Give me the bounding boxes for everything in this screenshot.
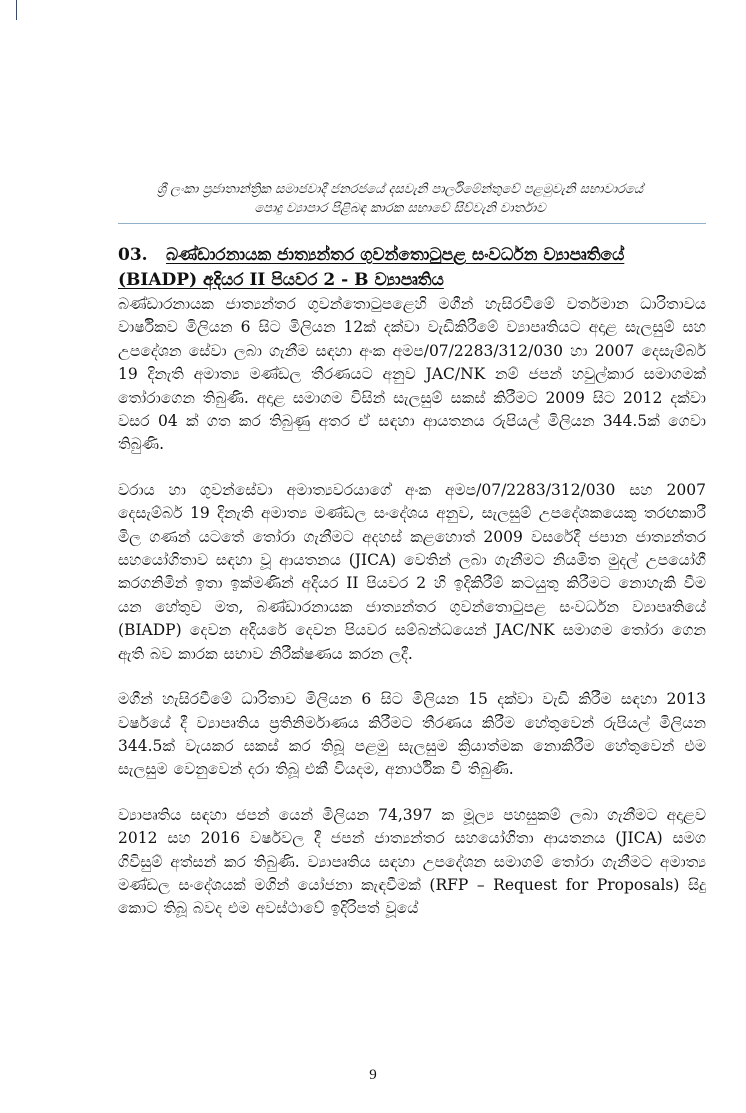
page-number: 9 xyxy=(369,1067,377,1083)
paragraph-1: බණ්ඩාරනායක ජාත්‍යන්තර ගුවන්තොටුපළෙහි මගීන් හැසිරවීමේ වර්තමාන ධාරිතාවය වාර්ෂිකව මිලියන 6 සිට මිලියන 12ක් දක්වා වැඩිකිරීමේ ව්‍යාපෘතියට අදාළ සැලසුම් සහ උපදේශන සේවා ලබා ගැනීම සඳහා අංක අමප/07/2283/312/030 හා 2007 දෙසැම්බර් 19 දිනැති අමාත්‍ය මණ්ඩල තීරණයට අනුව JAC/NK නම් ජපන් හවුල්කාර සමාගමක් තෝරාගෙන තිබුණි. අදාළ සමාගම විසින් සැලසුම් සකස් කිරීමට 2009 සිට 2012 දක්වා වසර 04 ක් ගත කර තිබුණු අතර ඒ සඳහා ආයතනය රුපියල් මිලියන 344.5ක් ගෙවා තිබුණි. xyxy=(118,295,706,454)
section-title: බණ්ඩාරනායක ජාත්‍යන්තර ගුවන්තොටුපළ සංවර්ධන ව්‍යාපෘතියේ (BIADP) අදියර II පියවර 2 - B ව්‍යාපෘතිය xyxy=(118,245,625,290)
paragraph-spacer xyxy=(118,666,706,688)
paragraph-3: මගීන් හැසිරවීමේ ධාරිතාව මිලියන 6 සිට මිලියන 15 දක්වා වැඩි කිරීම සඳහා 2013 වර්ෂයේ දී ව්‍යාපෘතිය ප්‍රතිනිර්මාණය කිරීමට තීරණය කිරීම හේතුවෙන් රුපියල් මිලියන 344.5ක් වැයකර සකස් කර තිබූ පළමු සැලසුම ක්‍රියාත්මක නොකිරීම හේතුවෙන් එම සැලසුම වෙනුවෙන් දරා තිබූ එකී වියදම, අනාර්ථික වී තිබුණි. xyxy=(118,690,706,779)
document-body xyxy=(118,243,706,921)
running-header xyxy=(100,180,700,218)
running-header-line-1: ශ්‍රී ලංකා ප්‍රජාතාන්ත්‍රික සමාජවාදී ජනරජයේ දසවැනි පාර්ලිමේන්තුවේ පළමුවැනි සභාවාරයේ xyxy=(156,182,644,197)
section-number: 03. xyxy=(118,245,148,265)
paragraph-4: ව්‍යාපෘතිය සඳහා ජපන් යෙන් මිලියන 74,397 ක මූල්‍ය පහසුකම් ලබා ගැනීමට අදාළව 2012 සහ 2016 වර්ෂවල දී ජපන් ජාත්‍යන්තර සහයෝගිතා ආයතනය (JICA) සමග ගිවිසුම් අත්සන් කර තිබුණි. ව්‍යාපෘතිය සඳහා උපදේශන සමාගම් තෝරා ගැනීමට අමාත්‍ය මණ්ඩල සංදේශයක් මගින් යෝජනා කැඳවීමක් (RFP – Request for Proposals) සිදු කොට තිබූ බවද එම අවස්ථාවේ ඉදිරිපත් වූයේ xyxy=(118,805,706,918)
paragraph-spacer xyxy=(118,782,706,804)
section-heading xyxy=(118,243,706,293)
paragraph-2: වරාය හා ගුවන්සේවා අමාත්‍යවරයාගේ අංක අමප/07/2283/312/030 සහ 2007 දෙසැම්බර් 19 දිනැති අමාත්‍ය මණ්ඩල සංදේශය අනුව, සැලසුම් උපදේශකයෙකු තරඟකාරී මිල ගණන් යටතේ තෝරා ගැනීමට අදහස් කළහොත් 2009 වසරේදී ජපාන ජාත්‍යන්තර සහයෝගිතාව සඳහා වූ ආයතනය (JICA) වෙතින් ලබා ගැනීමට නියමිත මුදල් උපයෝගී කරගනිමින් ඉතා ඉක්මණින් අදියර II පියවර 2 හි ඉදිකිරීම් කටයුතු කිරීමට නොහැකි වීම යන හේතුව මත, බණ්ඩාරනායක ජාත්‍යන්තර ගුවන්තොටුපළ සංවර්ධන ව්‍යාපෘතියේ (BIADP) දෙවන අදියරේ දෙවන පියවර සම්බන්ධයෙන් JAC/NK සමාගම තෝරා ගෙන ඇති බව කාරක සභාව නිරීක්ෂණය කරන ලදී. xyxy=(118,480,706,663)
header-divider xyxy=(118,223,706,224)
page-corner-mark xyxy=(0,0,17,20)
paragraph-spacer xyxy=(118,457,706,479)
running-header-line-2: පොදු ව්‍යාපාර පිළිබඳ කාරක සභාවේ සිව්වැනි වාර්තාව xyxy=(254,201,546,216)
